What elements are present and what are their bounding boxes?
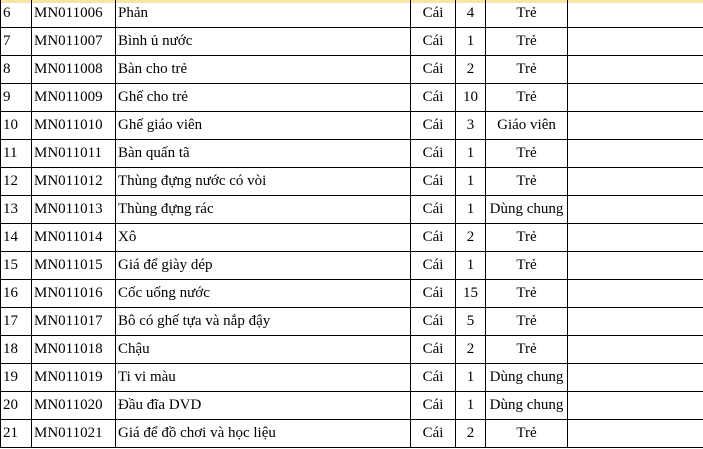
table-row xyxy=(1,308,703,336)
cell-user[interactable]: Trẻ xyxy=(486,336,568,364)
cell-empty[interactable] xyxy=(568,420,703,448)
cell-code[interactable]: MN011012 xyxy=(32,168,116,196)
cell-user[interactable]: Trẻ xyxy=(486,420,568,448)
cell-code[interactable]: MN011014 xyxy=(32,224,116,252)
table-row xyxy=(1,28,703,56)
cell-item-name[interactable]: Thùng đựng rác xyxy=(116,196,411,224)
cell-stt[interactable]: 11 xyxy=(1,140,32,168)
cell-empty[interactable] xyxy=(568,308,703,336)
cell-unit[interactable]: Cái xyxy=(411,252,456,280)
cell-empty[interactable] xyxy=(568,168,703,196)
cell-code[interactable]: MN011020 xyxy=(32,392,116,420)
cell-unit[interactable]: Cái xyxy=(411,168,456,196)
cell-item-name[interactable]: Ghế cho trẻ xyxy=(116,84,411,112)
table-row xyxy=(1,392,703,420)
cell-empty[interactable] xyxy=(568,224,703,252)
cell-item-name[interactable]: Ghế giáo viên xyxy=(116,112,411,140)
cell-unit[interactable]: Cái xyxy=(411,364,456,392)
cell-user[interactable]: Dùng chung xyxy=(486,364,568,392)
cell-item-name[interactable]: Bô có ghế tựa và nắp đậy xyxy=(116,308,411,336)
cell-quantity[interactable]: 2 xyxy=(456,56,486,84)
cell-user[interactable]: Giáo viên xyxy=(486,112,568,140)
cell-quantity[interactable]: 1 xyxy=(456,196,486,224)
cell-item-name[interactable]: Xô xyxy=(116,224,411,252)
cell-unit[interactable]: Cái xyxy=(411,280,456,308)
table-row xyxy=(1,280,703,308)
cell-stt[interactable]: 17 xyxy=(1,308,32,336)
cell-item-name[interactable]: Chậu xyxy=(116,336,411,364)
cell-item-name[interactable]: Thùng đựng nước có vòi xyxy=(116,168,411,196)
cell-stt[interactable]: 18 xyxy=(1,336,32,364)
cell-unit[interactable]: Cái xyxy=(411,224,456,252)
cell-empty[interactable] xyxy=(568,364,703,392)
cell-stt[interactable]: 12 xyxy=(1,168,32,196)
cell-quantity[interactable]: 1 xyxy=(456,252,486,280)
cell-unit[interactable]: Cái xyxy=(411,420,456,448)
cell-stt[interactable]: 15 xyxy=(1,252,32,280)
cell-stt[interactable]: 21 xyxy=(1,420,32,448)
cell-empty[interactable] xyxy=(568,196,703,224)
cell-user[interactable]: Trẻ xyxy=(486,280,568,308)
cell-code[interactable]: MN011007 xyxy=(32,28,116,56)
cell-empty[interactable] xyxy=(568,112,703,140)
table-row xyxy=(1,336,703,364)
cell-code[interactable]: MN011021 xyxy=(32,420,116,448)
cell-code[interactable]: MN011018 xyxy=(32,336,116,364)
cell-quantity[interactable]: 10 xyxy=(456,84,486,112)
cell-unit[interactable]: Cái xyxy=(411,112,456,140)
cell-code[interactable]: MN011015 xyxy=(32,252,116,280)
table-row xyxy=(1,168,703,196)
cell-item-name[interactable]: Cốc uống nước xyxy=(116,280,411,308)
cell-quantity[interactable]: 3 xyxy=(456,112,486,140)
table-row xyxy=(1,252,703,280)
cell-empty[interactable] xyxy=(568,336,703,364)
cell-item-name[interactable]: Bình ủ nước xyxy=(116,28,411,56)
cell-empty[interactable] xyxy=(568,28,703,56)
cell-code[interactable]: MN011017 xyxy=(32,308,116,336)
cell-quantity[interactable]: 4 xyxy=(456,0,486,28)
cell-unit[interactable]: Cái xyxy=(411,196,456,224)
cell-code[interactable]: MN011010 xyxy=(32,112,116,140)
cell-quantity[interactable]: 1 xyxy=(456,168,486,196)
cell-user[interactable]: Trẻ xyxy=(486,56,568,84)
cell-code[interactable]: MN011019 xyxy=(32,364,116,392)
cell-unit[interactable]: Cái xyxy=(411,84,456,112)
cell-quantity[interactable]: 1 xyxy=(456,392,486,420)
cell-quantity[interactable]: 2 xyxy=(456,336,486,364)
cell-stt[interactable]: 8 xyxy=(1,56,32,84)
cell-item-name[interactable]: Giá để đồ chơi và học liệu xyxy=(116,420,411,448)
cell-code[interactable]: MN011013 xyxy=(32,196,116,224)
cell-unit[interactable]: Cái xyxy=(411,0,456,28)
cell-code[interactable]: MN011016 xyxy=(32,280,116,308)
cell-empty[interactable] xyxy=(568,0,703,28)
table-row xyxy=(1,112,703,140)
cell-item-name[interactable]: Phản xyxy=(116,0,411,28)
cell-stt[interactable]: 13 xyxy=(1,196,32,224)
cell-empty[interactable] xyxy=(568,84,703,112)
cell-stt[interactable]: 9 xyxy=(1,84,32,112)
cell-user[interactable]: Trẻ xyxy=(486,84,568,112)
cell-quantity[interactable]: 5 xyxy=(456,308,486,336)
cell-user[interactable]: Trẻ xyxy=(486,308,568,336)
cell-quantity[interactable]: 1 xyxy=(456,28,486,56)
equipment-table-body xyxy=(1,0,703,448)
cell-stt[interactable]: 7 xyxy=(1,28,32,56)
cell-user[interactable]: Dùng chung xyxy=(486,392,568,420)
cell-stt[interactable]: 16 xyxy=(1,280,32,308)
cell-item-name[interactable]: Giá để giày dép xyxy=(116,252,411,280)
table-row xyxy=(1,196,703,224)
cell-empty[interactable] xyxy=(568,392,703,420)
cell-unit[interactable]: Cái xyxy=(411,28,456,56)
table-row xyxy=(1,0,703,28)
cell-stt[interactable]: 10 xyxy=(1,112,32,140)
cell-user[interactable]: Trẻ xyxy=(486,0,568,28)
cell-empty[interactable] xyxy=(568,252,703,280)
cell-code[interactable]: MN011011 xyxy=(32,140,116,168)
cell-empty[interactable] xyxy=(568,140,703,168)
cell-user[interactable]: Trẻ xyxy=(486,224,568,252)
cell-empty[interactable] xyxy=(568,56,703,84)
cell-unit[interactable]: Cái xyxy=(411,140,456,168)
cell-unit[interactable]: Cái xyxy=(411,392,456,420)
table-row xyxy=(1,84,703,112)
table-row xyxy=(1,420,703,448)
cell-item-name[interactable]: Bàn quấn tã xyxy=(116,140,411,168)
cell-item-name[interactable]: Đầu đĩa DVD xyxy=(116,392,411,420)
table-row xyxy=(1,56,703,84)
cell-quantity[interactable]: 15 xyxy=(456,280,486,308)
cell-stt[interactable]: 20 xyxy=(1,392,32,420)
cell-code[interactable]: MN011008 xyxy=(32,56,116,84)
cell-quantity[interactable]: 2 xyxy=(456,224,486,252)
cell-user[interactable]: Trẻ xyxy=(486,252,568,280)
table-row xyxy=(1,364,703,392)
cell-stt[interactable]: 19 xyxy=(1,364,32,392)
table-row xyxy=(1,140,703,168)
cell-quantity[interactable]: 1 xyxy=(456,140,486,168)
cell-user[interactable]: Trẻ xyxy=(486,168,568,196)
cell-quantity[interactable]: 1 xyxy=(456,364,486,392)
cell-user[interactable]: Trẻ xyxy=(486,140,568,168)
cell-unit[interactable]: Cái xyxy=(411,336,456,364)
cell-user[interactable]: Dùng chung xyxy=(486,196,568,224)
cell-code[interactable]: MN011006 xyxy=(32,0,116,28)
table-row xyxy=(1,224,703,252)
cell-empty[interactable] xyxy=(568,280,703,308)
cell-item-name[interactable]: Bàn cho trẻ xyxy=(116,56,411,84)
cell-quantity[interactable]: 2 xyxy=(456,420,486,448)
cell-item-name[interactable]: Ti vi màu xyxy=(116,364,411,392)
cell-code[interactable]: MN011009 xyxy=(32,84,116,112)
cell-stt[interactable]: 14 xyxy=(1,224,32,252)
cell-stt[interactable]: 6 xyxy=(1,0,32,28)
cell-unit[interactable]: Cái xyxy=(411,56,456,84)
cell-unit[interactable]: Cái xyxy=(411,308,456,336)
cell-user[interactable]: Trẻ xyxy=(486,28,568,56)
